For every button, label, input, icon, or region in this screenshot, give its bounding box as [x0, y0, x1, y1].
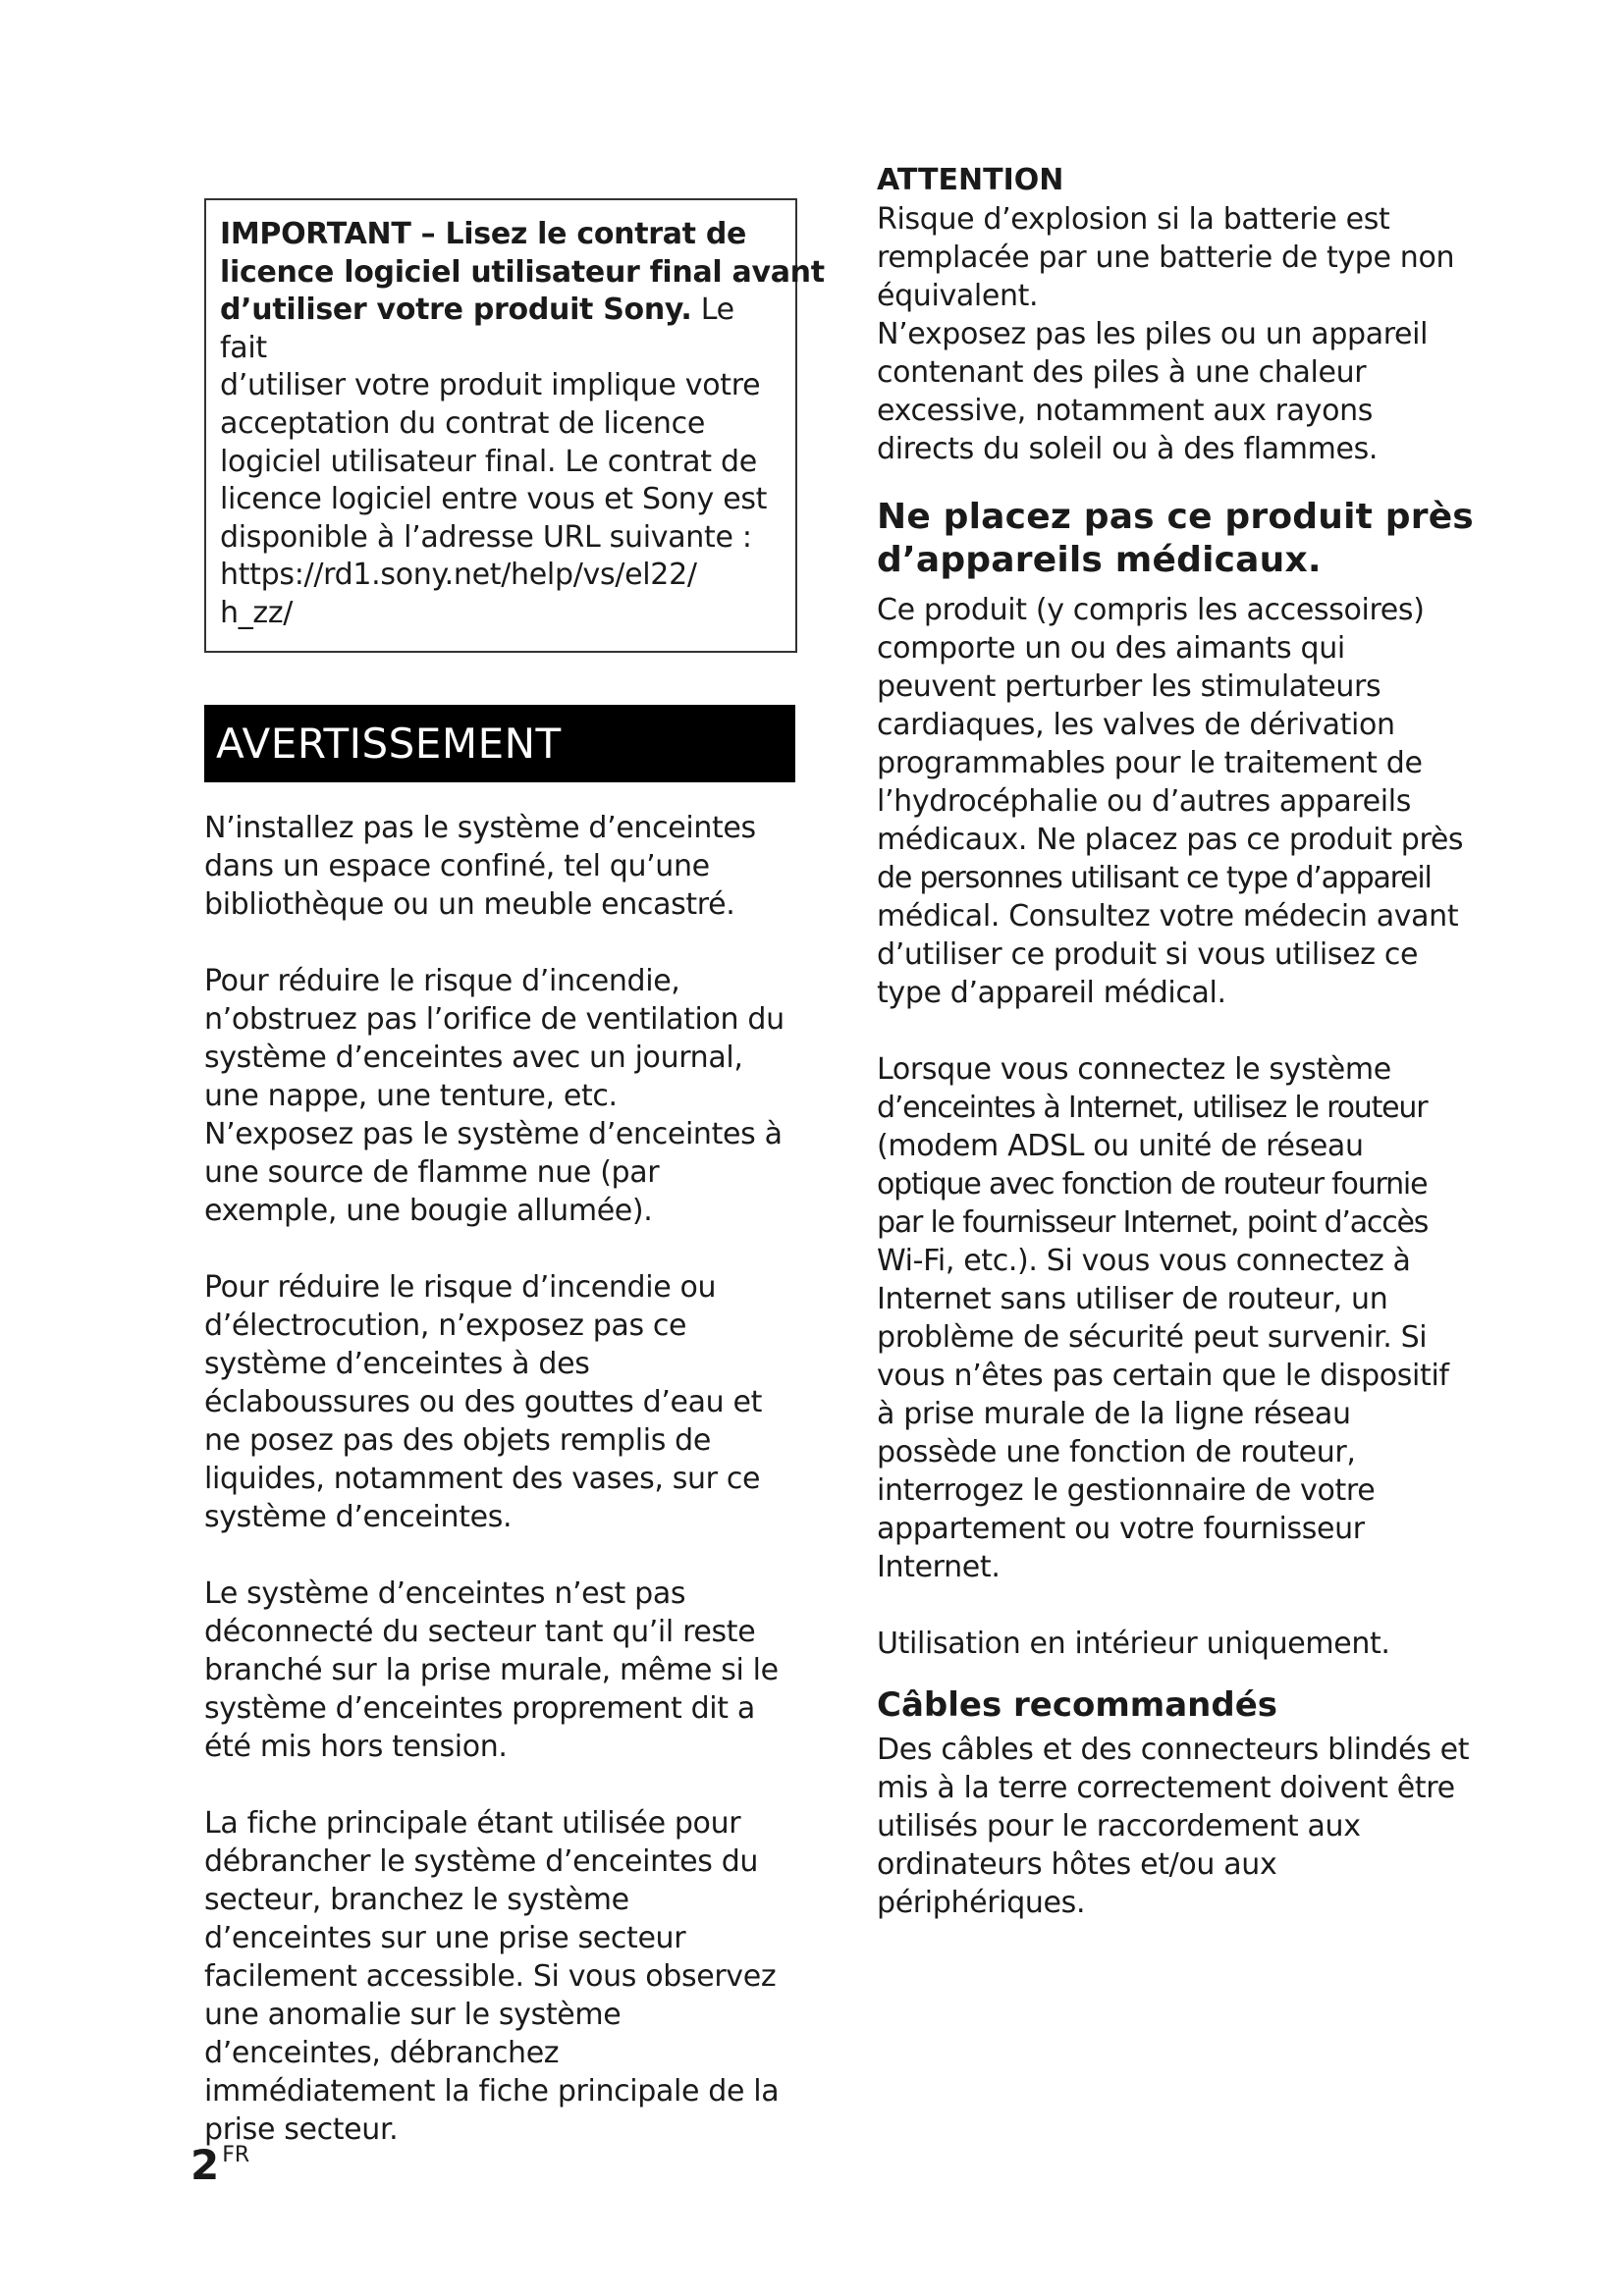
paragraph-electrocution: Pour réduire le risque d’incendie ou d’électrocution, n’exposez pas ce système d’enceintes à des éclaboussures ou des gouttes d’eau et ne posez pas des objets remplis de liquides, notamment des vases, sur ce système d’enceintes. [204, 1269, 763, 1534]
paragraph-fire-ventilation: Pour réduire le risque d’incendie, n’obstruez pas l’orifice de ventilation du système d’enceintes avec un journal, une nappe, une tenture, etc. N’exposez pas le système d’enceintes à une source de flamme nue (par exemple, une bougie allumée). [204, 963, 785, 1228]
page-number: 2 $^{FR}$ [190, 2141, 250, 2189]
paragraph-mains-disconnect: Le système d’enceintes n’est pas déconnecté du secteur tant qu’il reste branché sur la prise murale, même si le système d’enceintes proprement dit a été mis hors tension. [204, 1575, 779, 1764]
license-notice-tail: Le fait [220, 293, 734, 365]
paragraph-confined-space: N’installez pas le système d’enceintes dans un espace confiné, tel qu’une bibliothèque ou un meuble encastré. [204, 810, 756, 922]
license-url: https://rd1.sony.net/help/vs/el22/ [220, 558, 697, 593]
medical-text: Ce produit (y compris les accessoires) comporte un ou des aimants qui peuvent perturber les stimulateurs cardiaques, les valves de dérivation programmables pour le traitement de l’hydrocéphalie ou d’autres appareils médicaux. Ne placez pas ce produit près de personnes utilisant ce type d’appareil médical. Consultez votre médecin avant d’utiliser ce produit si vous utilisez ce type d’appareil médical. [877, 593, 1464, 1010]
license-notice-text: d’utiliser votre produit implique votre acceptation du contrat de licence logiciel utilisateur final. Le contrat de licence logiciel entre vous et Sony est disponible à l’adresse URL suivante : https://rd1.sony.net/help/vs/el22/ h_zz/ [220, 367, 778, 632]
medical-heading: Ne placez pas ce produit près d’appareils médicaux. [877, 497, 1474, 580]
left-column [204, 198, 825, 2149]
page-language: FR [222, 2143, 250, 2167]
cables-heading: Câbles recommandés [877, 1685, 1277, 1725]
internet-text: Lorsque vous connectez le système d’enceintes à Internet, utilisez le routeur (modem ADSL ou unité de réseau optique avec fonction de routeur fournie par le fournisseur Internet, point d’accès Wi-Fi, etc.). Si vous vous connectez à Internet sans utiliser de routeur, un problème de sécurité peut survenir. Si vous n’êtes pas certain que le dispositif à prise murale de la ligne réseau possède une fonction de routeur, interrogez le gestionnaire de votre appartement ou votre fournisseur Internet. [877, 1052, 1449, 1584]
warning-banner: AVERTISSEMENT [204, 705, 795, 782]
right-column [877, 163, 1474, 1922]
attention-heading: ATTENTION [877, 163, 1064, 197]
indoor-use-text: Utilisation en intérieur uniquement. [877, 1627, 1390, 1661]
attention-text: Risque d’explosion si la batterie est remplacée par une batterie de type non équivalent. N’exposez pas les piles ou un appareil contenant des piles à une chaleur excessive, notamment aux rayons directs du soleil ou à des flammes. [877, 202, 1455, 466]
license-notice-box [204, 198, 825, 653]
cables-text: Des câbles et des connecteurs blindés et mis à la terre correctement doivent être utilisés pour le raccordement aux ordinateurs hôtes et/ou aux périphériques. [877, 1733, 1470, 1920]
license-url-end: h_zz/ [220, 595, 294, 630]
paragraph-main-plug: La fiche principale étant utilisée pour débrancher le système d’enceintes du secteur, branchez le système d’enceintes sur une prise secteur facilement accessible. Si vous observez une anomalie sur le système d’enceintes, débranchez immédiatement la fiche principale de la prise secteur. [204, 1805, 780, 2147]
license-notice-bold: IMPORTANT – Lisez le contrat de licence logiciel utilisateur final avant d’utiliser votre produit Sony. [220, 217, 825, 328]
